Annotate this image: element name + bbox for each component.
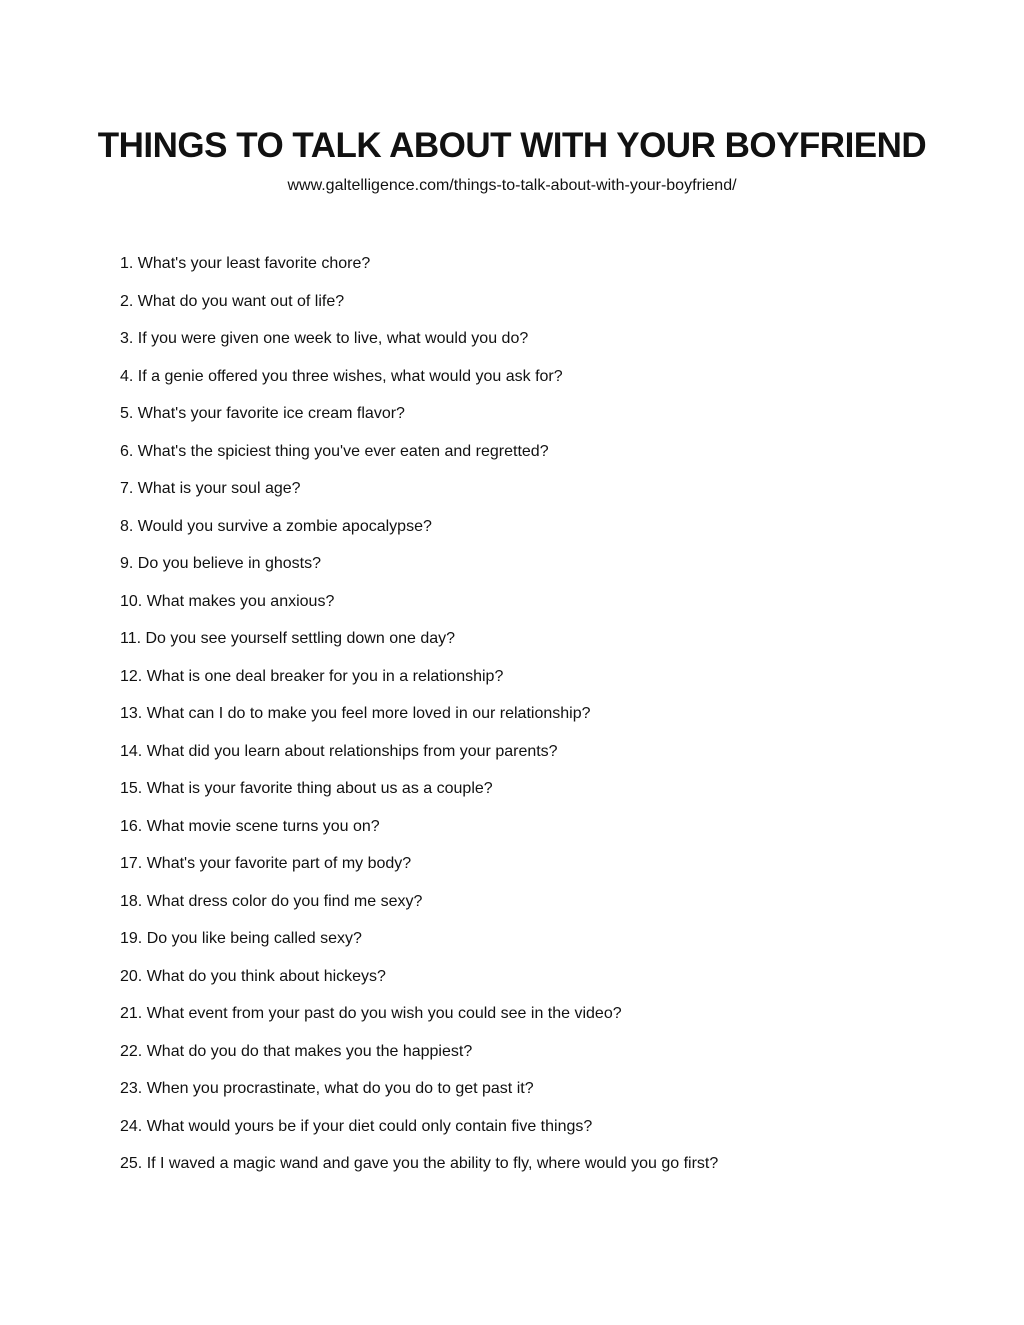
list-item: 25. If I waved a magic wand and gave you the ability to fly, where would you go first? bbox=[120, 1155, 719, 1172]
list-item: 6. What's the spiciest thing you've ever eaten and regretted? bbox=[120, 442, 549, 460]
list-item: 13. What can I do to make you feel more loved in our relationship? bbox=[120, 705, 591, 722]
list-item: 24. What would yours be if your diet could only contain five things? bbox=[120, 1117, 593, 1135]
list-item: 23. When you procrastinate, what do you do to get past it? bbox=[120, 1080, 534, 1097]
list-item: 17. What's your favorite part of my body? bbox=[120, 855, 412, 872]
list-item: 8. Would you survive a zombie apocalypse? bbox=[120, 517, 432, 535]
list-item: 19. Do you like being called sexy? bbox=[120, 930, 362, 947]
list-item: 3. If you were given one week to live, what would you do? bbox=[120, 330, 529, 347]
list-item: 18. What dress color do you find me sexy? bbox=[120, 892, 423, 910]
list-item: 7. What is your soul age? bbox=[120, 480, 301, 497]
list-item: 2. What do you want out of life? bbox=[120, 292, 345, 310]
list-item: 9. Do you believe in ghosts? bbox=[120, 555, 322, 572]
source-url: www.galtelligence.com/things-to-talk-about-with-your-boyfriend/ bbox=[287, 177, 737, 194]
list-item: 14. What did you learn about relationships from your parents? bbox=[120, 742, 558, 760]
list-item: 11. Do you see yourself settling down one day? bbox=[120, 630, 456, 647]
list-item: 22. What do you do that makes you the happiest? bbox=[120, 1042, 473, 1060]
list-item: 5. What's your favorite ice cream flavor? bbox=[120, 405, 405, 422]
question-list bbox=[120, 253, 920, 1191]
list-item: 20. What do you think about hickeys? bbox=[120, 967, 386, 985]
list-item: 1. What's your least favorite chore? bbox=[120, 255, 371, 272]
list-item: 16. What movie scene turns you on? bbox=[120, 817, 380, 835]
list-item: 4. If a genie offered you three wishes, what would you ask for? bbox=[120, 367, 563, 385]
list-item: 12. What is one deal breaker for you in a relationship? bbox=[120, 667, 504, 685]
list-item: 21. What event from your past do you wish you could see in the video? bbox=[120, 1005, 622, 1022]
page-title: THINGS TO TALK ABOUT WITH YOUR BOYFRIEND bbox=[97, 126, 927, 165]
list-item: 10. What makes you anxious? bbox=[120, 592, 335, 610]
list-item: 15. What is your favorite thing about us as a couple? bbox=[120, 780, 493, 797]
